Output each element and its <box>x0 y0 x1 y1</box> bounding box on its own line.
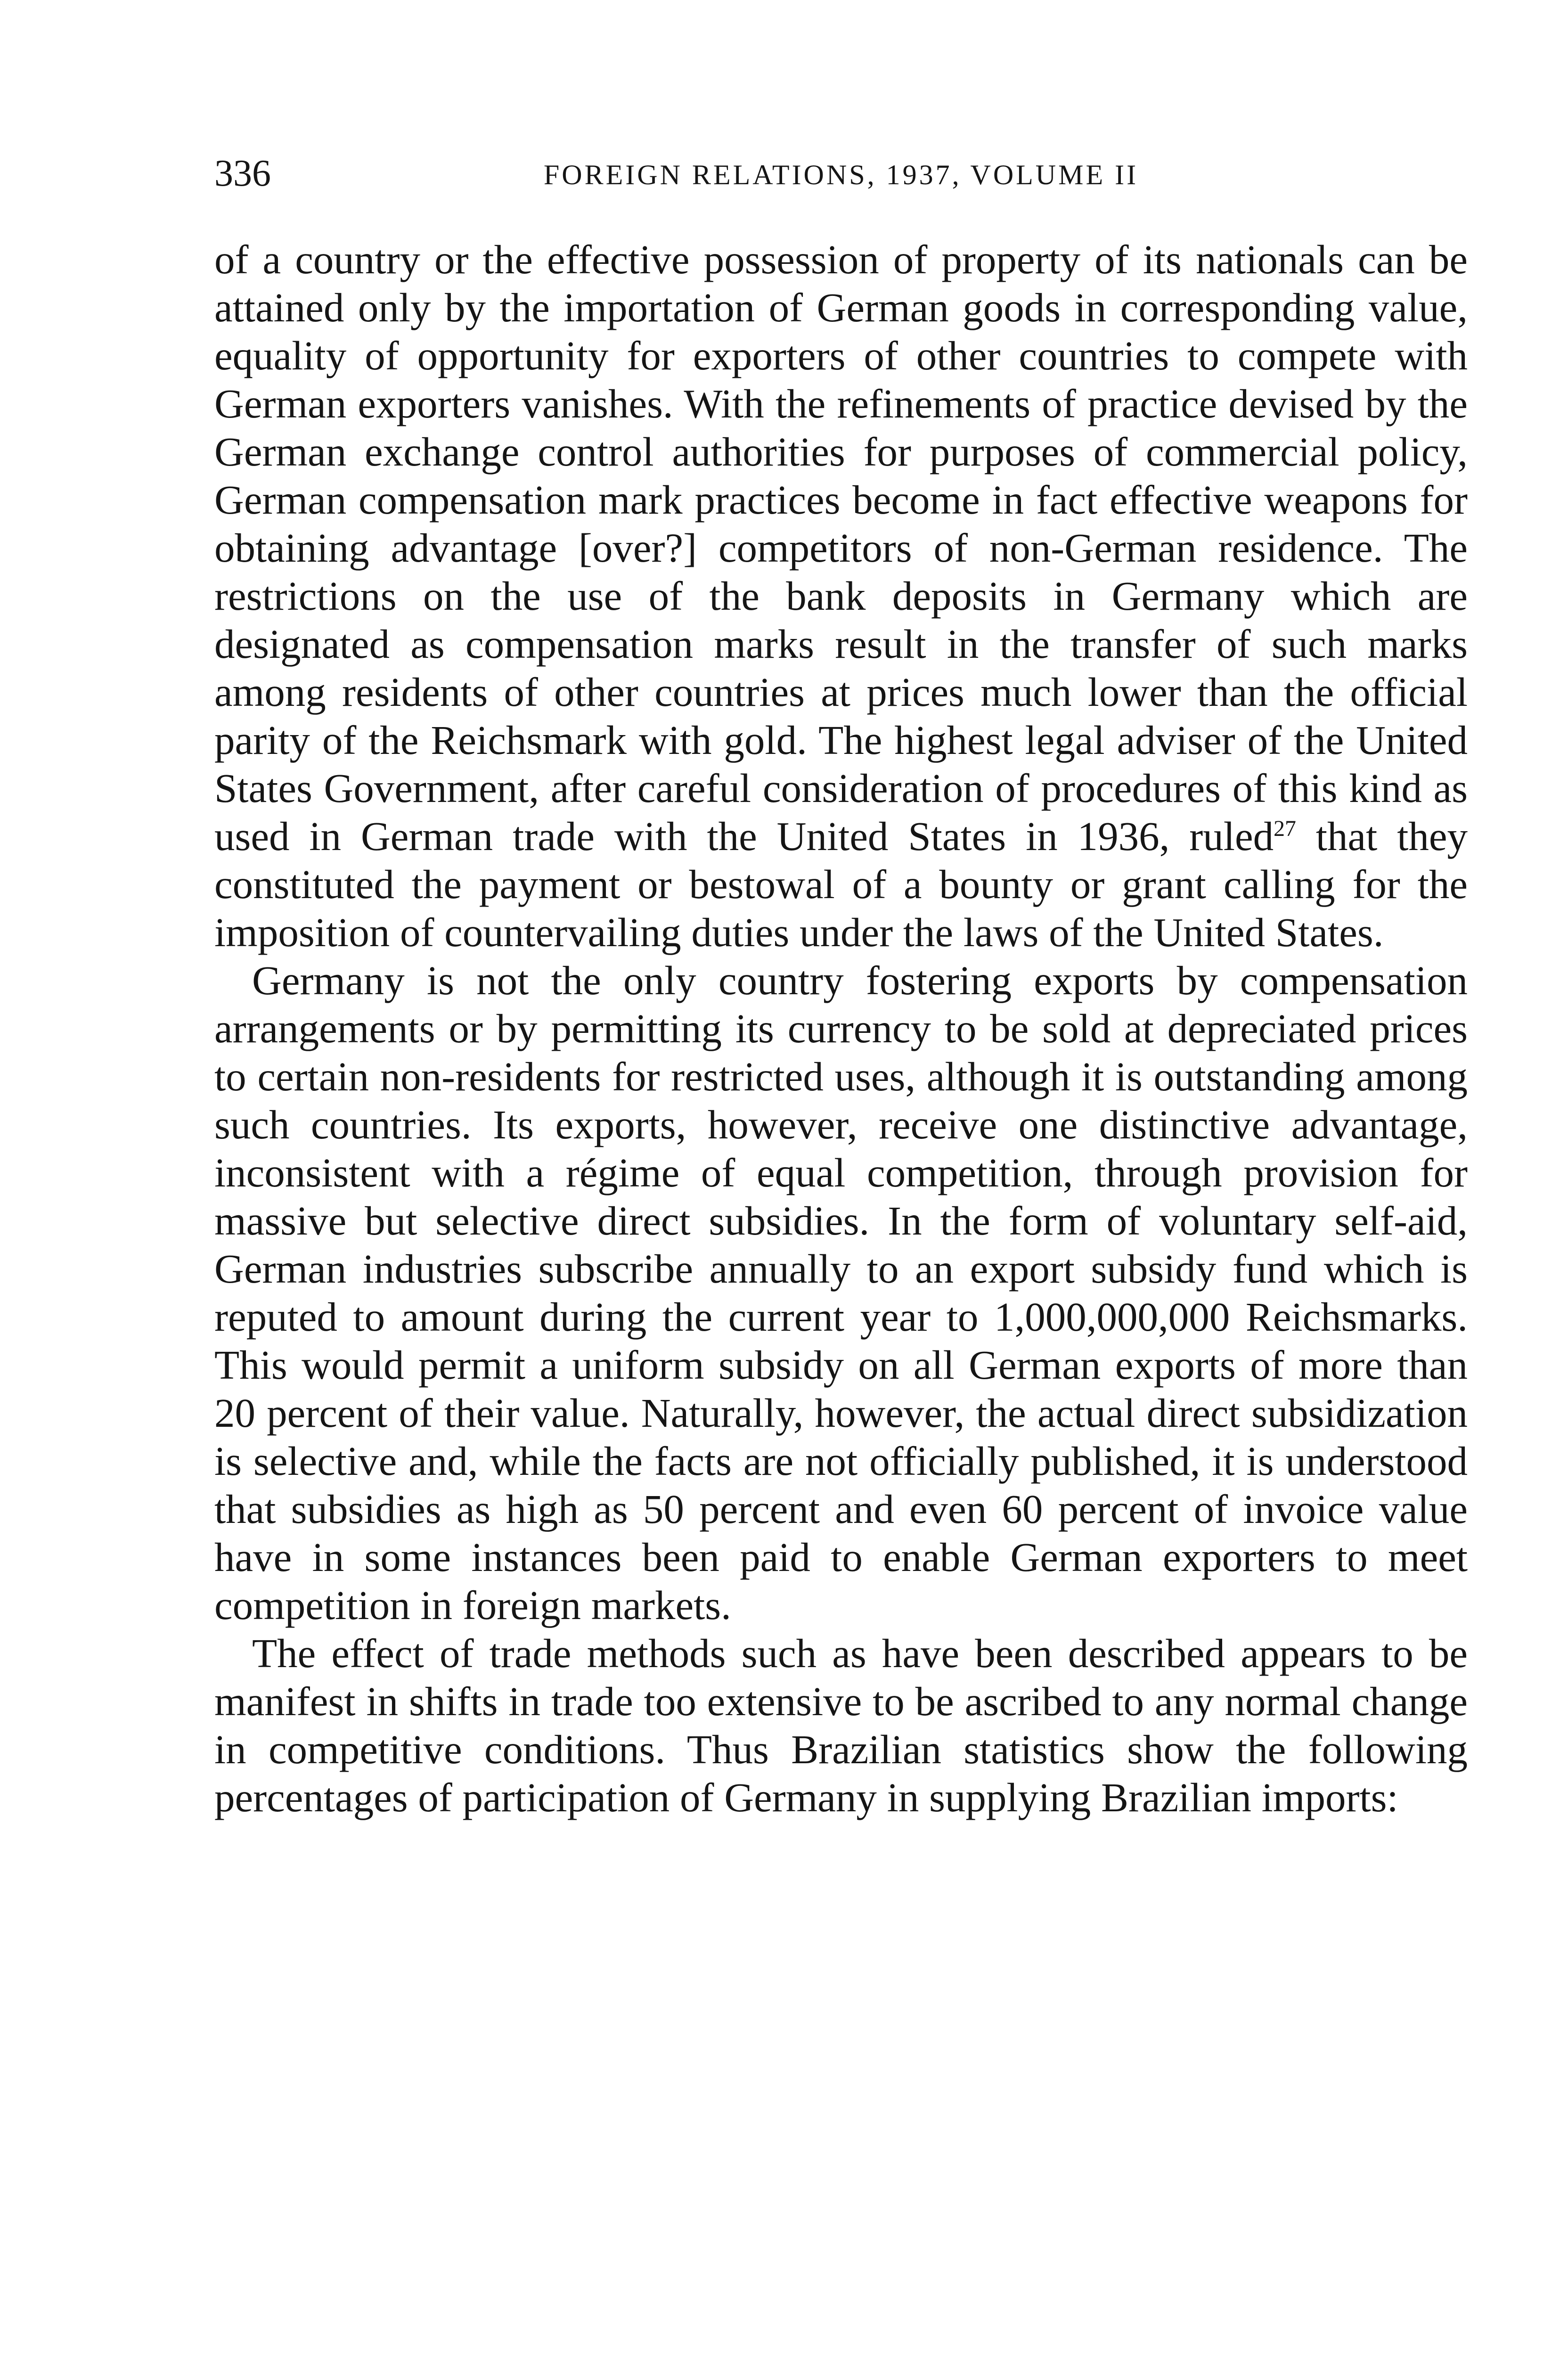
paragraph: Germany is not the only country fostering exports by compensation arrangements or by permitting its currency to be sold at depreciated prices to certain non-residents for restricted uses, although it is outstanding among such countries. Its exports, however, receive one distinctive advantage, inconsistent with a régime of equal competition, through provision for massive but selective direct subsidies. In the form of voluntary self-aid, German industries subscribe annually to an export subsidy fund which is reputed to amount during the current year to 1,000,000,000 Reichsmarks. This would permit a uniform subsidy on all German exports of more than 20 percent of their value. Naturally, however, the actual direct subsidization is selective and, while the facts are not officially published, it is understood that subsidies as high as 50 percent and even 60 percent of invoice value have in some instances been paid to enable German exporters to meet competition in foreign markets. <box>214 957 1468 1628</box>
page-number: 336 <box>214 153 271 194</box>
page-header <box>214 150 1468 202</box>
paragraph-text: of a country or the effective possession of property of its nationals can be attained only by the importation of German goods in corresponding value, equality of opportunity for exporters of other countries to compete with German exporters vanishes. With the refinements of practice devised by the German exchange control authorities for purposes of commercial policy, German compensation mark practices become in fact effective weapons for obtaining advantage [over?] competitors of non-German residence. The restrictions on the use of the bank deposits in Germany which are designated as compensation marks result in the transfer of such marks among residents of other countries at prices much lower than the official parity of the Reichsmark with gold. The highest legal adviser of the United States Government, after careful consideration of procedures of this kind as used in German trade with the United States in 1936, ruled <box>214 237 1468 859</box>
paragraph: The effect of trade methods such as have been described appears to be manifest in shifts in trade too extensive to be ascribed to any normal change in competitive conditions. Thus Brazilian statistics show the following percentages of participation of Germany in supplying Brazilian imports: <box>214 1630 1468 1820</box>
running-head: FOREIGN RELATIONS, 1937, VOLUME II <box>543 159 1139 190</box>
paragraph-continued <box>214 236 1468 957</box>
footnote-reference: 27 <box>1274 816 1296 841</box>
body-text <box>214 236 1468 1822</box>
paragraph-text: that they constituted the payment or bestowal of a bounty or grant calling for the imposition of countervailing duties under the laws of the United States. <box>214 813 1468 955</box>
